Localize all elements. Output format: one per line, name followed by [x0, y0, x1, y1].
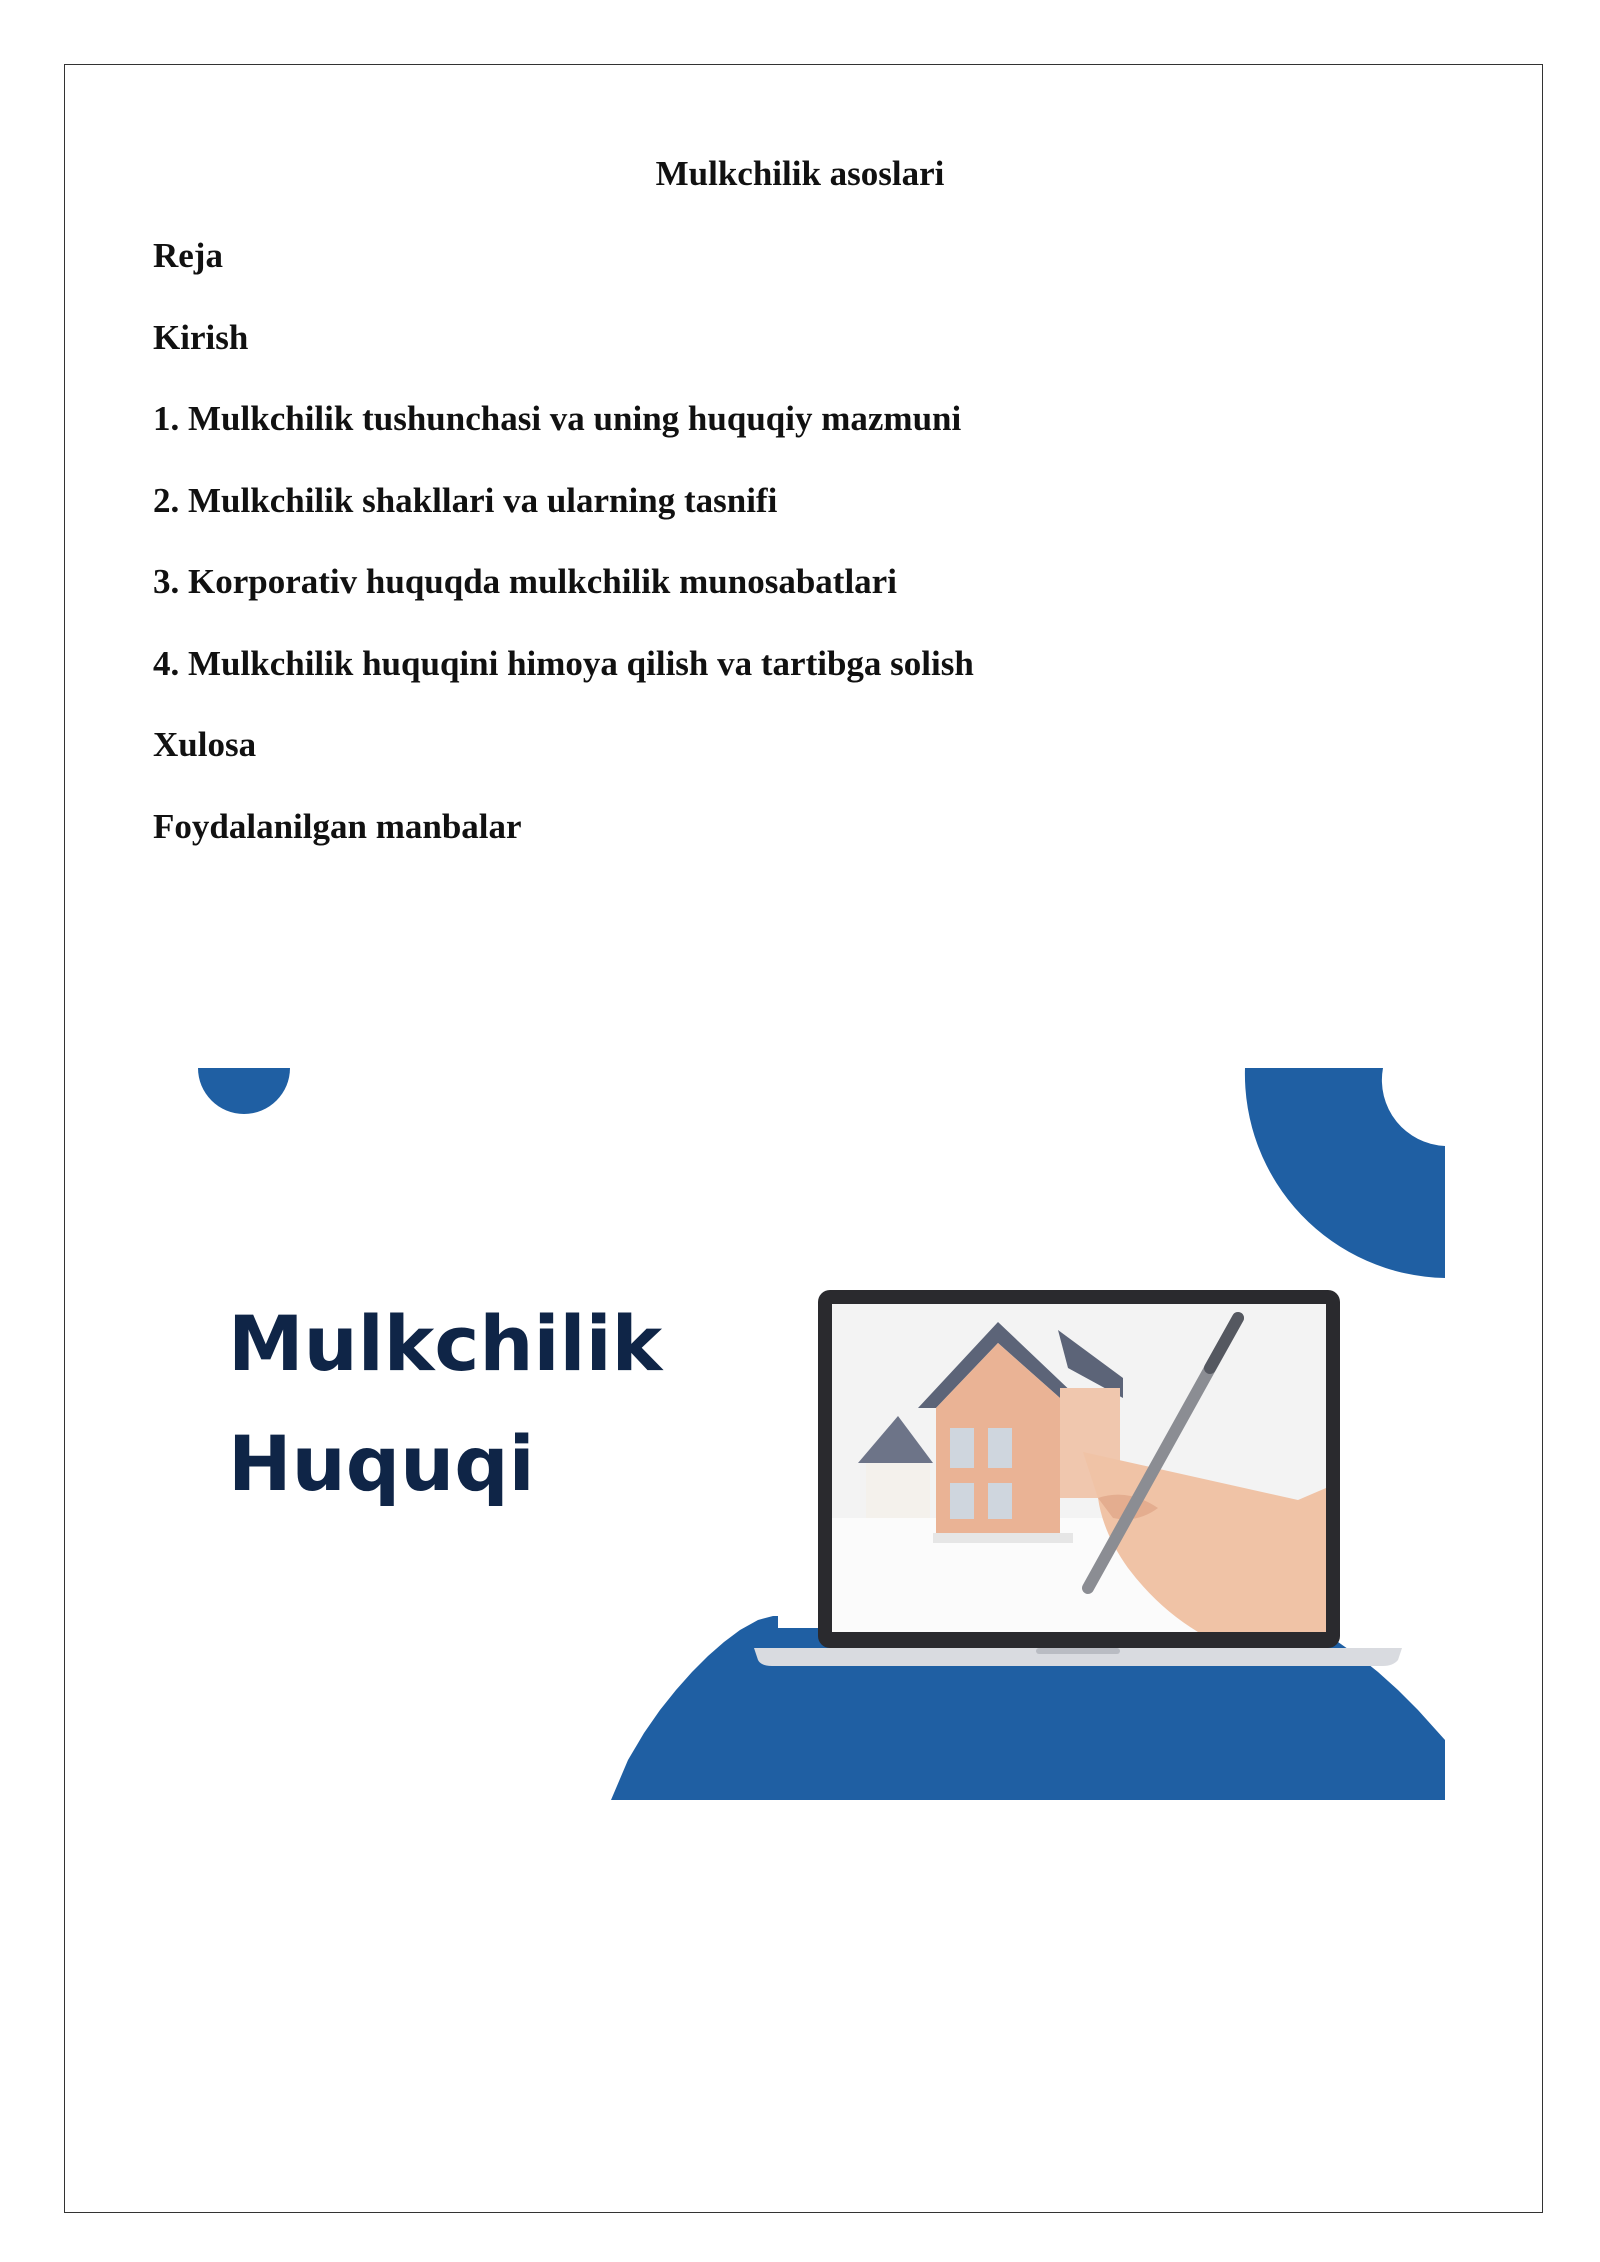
toc-heading-reja: Reja [153, 236, 223, 275]
toc-item-xulosa: Xulosa [153, 725, 257, 764]
toc-item-3: 3. Korporativ huquqda mulkchilik munosabatlari [153, 562, 897, 601]
banner-line-2: Huquqi [228, 1419, 535, 1508]
table-of-contents [153, 234, 974, 886]
decor-quarter-ring [1245, 1068, 1445, 1278]
toc-item-1: 1. Mulkchilik tushunchasi va uning huquqiy mazmuni [153, 399, 962, 438]
banner-line-1: Mulkchilik [228, 1299, 663, 1388]
illustration-svg [198, 1068, 1445, 1800]
cover-illustration [198, 1068, 1445, 1800]
toc-item-4: 4. Mulkchilik huquqini himoya qilish va tartibga solish [153, 643, 974, 683]
document-title: Mulkchilik asoslari [655, 154, 945, 193]
toc-item-kirish: Kirish [153, 317, 249, 357]
toc-item-2: 2. Mulkchilik shakllari va ularning tasnifi [153, 480, 778, 520]
laptop-notch [1036, 1648, 1120, 1654]
decor-half-circle [198, 1068, 290, 1114]
toc-item-sources: Foydalanilgan manbalar [153, 806, 522, 846]
